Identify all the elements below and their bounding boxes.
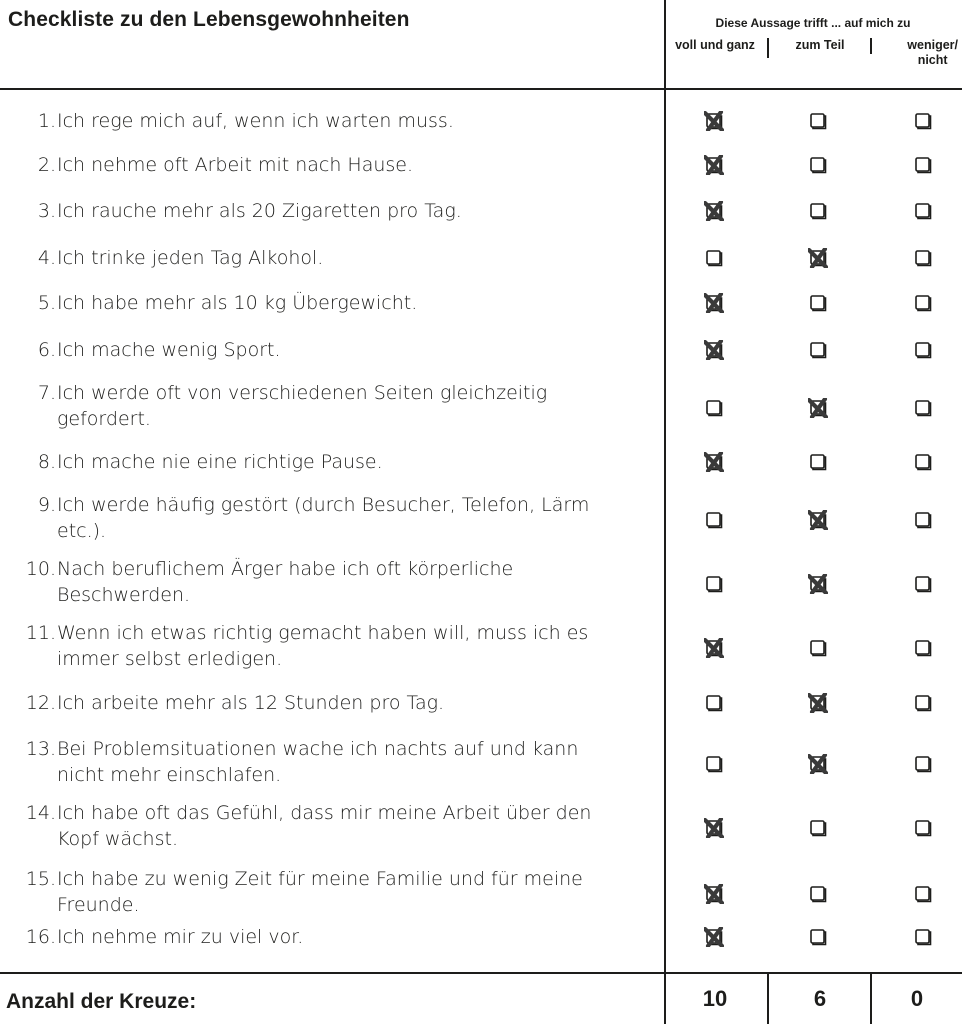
divider-header: [0, 88, 962, 90]
checkbox-partly[interactable]: [808, 818, 828, 838]
checkbox-less[interactable]: [913, 510, 933, 530]
checkbox-fully[interactable]: [704, 155, 724, 175]
checkbox-empty-icon: [913, 155, 933, 175]
checkbox-partly[interactable]: [808, 510, 828, 530]
checkbox-partly[interactable]: [808, 248, 828, 268]
checkbox-fully[interactable]: [704, 693, 724, 713]
checklist-row: [0, 800, 962, 856]
checklist-row: [0, 556, 962, 612]
checkbox-empty-icon: [704, 510, 724, 530]
checkbox-partly[interactable]: [808, 340, 828, 360]
checkbox-fully[interactable]: [704, 201, 724, 221]
checkbox-empty-icon: [913, 510, 933, 530]
count-less: 0: [910, 986, 924, 1011]
checklist-row: [0, 736, 962, 792]
checkbox-empty-icon: [913, 574, 933, 594]
item-number: 6.: [37, 339, 56, 361]
checkbox-empty-icon: [704, 248, 724, 268]
checklist-row: [0, 690, 962, 720]
item-statement: Ich nehme mir zu viel vor.: [57, 926, 304, 948]
item-number: 4.: [37, 247, 56, 269]
checkbox-empty-icon: [808, 452, 828, 472]
checkbox-fully[interactable]: [704, 452, 724, 472]
checkbox-empty-icon: [704, 398, 724, 418]
checkbox-less[interactable]: [913, 293, 933, 313]
checkbox-less[interactable]: [913, 884, 933, 904]
item-statement: Ich arbeite mehr als 12 Stunden pro Tag.: [57, 692, 445, 714]
checkbox-crossed-icon: [704, 818, 724, 838]
checkbox-empty-icon: [808, 111, 828, 131]
footer-label: Anzahl der Kreuze:: [6, 990, 197, 1013]
checkbox-less[interactable]: [913, 340, 933, 360]
count-fully: 10: [702, 986, 728, 1011]
item-statement: Ich trinke jeden Tag Alkohol.: [57, 247, 324, 269]
checkbox-less[interactable]: [913, 398, 933, 418]
checkbox-fully[interactable]: [704, 111, 724, 131]
checkbox-crossed-icon: [704, 201, 724, 221]
checkbox-empty-icon: [913, 452, 933, 472]
checkbox-crossed-icon: [704, 293, 724, 313]
divider-col2-head: [767, 38, 769, 58]
checkbox-empty-icon: [913, 638, 933, 658]
item-statement: Ich werde häufig gestört (durch Besucher, Telefon, Lärm etc.).: [57, 494, 590, 542]
checkbox-empty-icon: [913, 340, 933, 360]
checkbox-empty-icon: [913, 248, 933, 268]
checkbox-crossed-icon: [808, 510, 828, 530]
checkbox-crossed-icon: [704, 927, 724, 947]
checkbox-fully[interactable]: [704, 574, 724, 594]
checkbox-empty-icon: [808, 201, 828, 221]
checkbox-crossed-icon: [704, 452, 724, 472]
checkbox-less[interactable]: [913, 754, 933, 774]
item-statement: Bei Problemsituationen wache ich nachts auf und kann nicht mehr einschlafen.: [57, 738, 579, 786]
checkbox-partly[interactable]: [808, 201, 828, 221]
item-statement: Ich habe oft das Gefühl, dass mir meine Arbeit über den Kopf wächst.: [57, 802, 592, 850]
checkbox-fully[interactable]: [704, 927, 724, 947]
checklist-row: [0, 108, 962, 138]
checkbox-less[interactable]: [913, 927, 933, 947]
checkbox-empty-icon: [913, 293, 933, 313]
checkbox-less[interactable]: [913, 693, 933, 713]
item-number: 9.: [37, 494, 56, 516]
column-group-caption: Diese Aussage trifft ... auf mich zu: [715, 16, 911, 30]
item-number: 16.: [25, 926, 56, 948]
item-statement: Ich mache wenig Sport.: [57, 339, 281, 361]
checkbox-less[interactable]: [913, 818, 933, 838]
item-number: 14.: [25, 802, 56, 824]
checklist-row: [0, 620, 962, 676]
checkbox-empty-icon: [913, 754, 933, 774]
checkbox-partly[interactable]: [808, 111, 828, 131]
checkbox-partly[interactable]: [808, 754, 828, 774]
item-statement: Ich rauche mehr als 20 Zigaretten pro Tag.: [57, 200, 462, 222]
column-header-partly: zum Teil: [795, 38, 845, 52]
checkbox-empty-icon: [913, 884, 933, 904]
divider-col3-head: [870, 38, 872, 54]
checkbox-empty-icon: [913, 927, 933, 947]
item-statement: Nach beruflichem Ärger habe ich oft körperliche Beschwerden.: [57, 558, 514, 606]
checkbox-crossed-icon: [808, 574, 828, 594]
checkbox-empty-icon: [913, 818, 933, 838]
checkbox-fully[interactable]: [704, 293, 724, 313]
checkbox-less[interactable]: [913, 155, 933, 175]
column-header-less-text: weniger/ nicht: [907, 38, 958, 67]
checkbox-empty-icon: [913, 398, 933, 418]
checkbox-empty-icon: [808, 927, 828, 947]
checkbox-less[interactable]: [913, 574, 933, 594]
checklist-row: [0, 924, 962, 954]
checklist-row: [0, 380, 962, 436]
checkbox-partly[interactable]: [808, 693, 828, 713]
checklist-row: [0, 337, 962, 367]
checkbox-less[interactable]: [913, 638, 933, 658]
item-number: 7.: [37, 382, 56, 404]
checkbox-less[interactable]: [913, 452, 933, 472]
item-statement: Ich werde oft von verschiedenen Seiten gleichzeitig gefordert.: [57, 382, 548, 430]
item-number: 5.: [37, 292, 56, 314]
checkbox-crossed-icon: [704, 884, 724, 904]
divider-footer: [0, 972, 962, 974]
item-number: 15.: [25, 868, 56, 890]
item-statement: Wenn ich etwas richtig gemacht haben will, muss ich es immer selbst erledigen.: [57, 622, 589, 670]
checkbox-partly[interactable]: [808, 398, 828, 418]
checkbox-crossed-icon: [808, 693, 828, 713]
count-partly: 6: [813, 986, 827, 1011]
checkbox-empty-icon: [704, 754, 724, 774]
checkbox-crossed-icon: [808, 754, 828, 774]
checkbox-empty-icon: [913, 693, 933, 713]
checkbox-partly[interactable]: [808, 155, 828, 175]
checkbox-crossed-icon: [704, 340, 724, 360]
checkbox-crossed-icon: [704, 111, 724, 131]
checkbox-less[interactable]: [913, 201, 933, 221]
item-statement: Ich habe mehr als 10 kg Übergewicht.: [57, 292, 418, 314]
item-number: 2.: [37, 154, 56, 176]
checklist-row: [0, 290, 962, 320]
checkbox-partly[interactable]: [808, 574, 828, 594]
checkbox-partly[interactable]: [808, 638, 828, 658]
checkbox-empty-icon: [913, 201, 933, 221]
column-header-fully: voll und ganz: [675, 38, 755, 52]
checklist-row: [0, 449, 962, 479]
checkbox-fully[interactable]: [704, 818, 724, 838]
checkbox-partly[interactable]: [808, 927, 828, 947]
checkbox-crossed-icon: [704, 155, 724, 175]
checkbox-crossed-icon: [704, 638, 724, 658]
checkbox-fully[interactable]: [704, 754, 724, 774]
checkbox-fully[interactable]: [704, 340, 724, 360]
checkbox-less[interactable]: [913, 248, 933, 268]
checkbox-fully[interactable]: [704, 248, 724, 268]
item-number: 12.: [25, 692, 56, 714]
item-number: 3.: [37, 200, 56, 222]
checkbox-empty-icon: [704, 693, 724, 713]
item-statement: Ich nehme oft Arbeit mit nach Hause.: [57, 154, 414, 176]
checkbox-empty-icon: [808, 818, 828, 838]
checklist-row: [0, 492, 962, 548]
checkbox-empty-icon: [808, 293, 828, 313]
item-statement: Ich habe zu wenig Zeit für meine Familie und für meine Freunde.: [57, 868, 583, 916]
checkbox-crossed-icon: [808, 398, 828, 418]
item-statement: Ich rege mich auf, wenn ich warten muss.: [57, 110, 454, 132]
checkbox-empty-icon: [808, 638, 828, 658]
checklist-row: [0, 866, 962, 922]
item-number: 8.: [37, 451, 56, 473]
checkbox-fully[interactable]: [704, 510, 724, 530]
checkbox-empty-icon: [808, 340, 828, 360]
item-number: 13.: [25, 738, 56, 760]
checkbox-fully[interactable]: [704, 884, 724, 904]
item-statement: Ich mache nie eine richtige Pause.: [57, 451, 383, 473]
checkbox-fully[interactable]: [704, 638, 724, 658]
item-number: 11.: [25, 622, 56, 644]
checkbox-less[interactable]: [913, 111, 933, 131]
checkbox-partly[interactable]: [808, 293, 828, 313]
checkbox-empty-icon: [808, 155, 828, 175]
checkbox-empty-icon: [808, 884, 828, 904]
checkbox-empty-icon: [913, 111, 933, 131]
checklist-row: [0, 152, 962, 182]
item-number: 1.: [37, 110, 56, 132]
checkbox-partly[interactable]: [808, 452, 828, 472]
page-title: Checkliste zu den Lebensgewohnheiten: [8, 8, 410, 31]
checkbox-fully[interactable]: [704, 398, 724, 418]
column-header-less: [874, 38, 958, 68]
checkbox-partly[interactable]: [808, 884, 828, 904]
item-number: 10.: [25, 558, 56, 580]
checklist-row: [0, 245, 962, 275]
checkbox-empty-icon: [704, 574, 724, 594]
checkbox-crossed-icon: [808, 248, 828, 268]
checklist-row: [0, 198, 962, 228]
